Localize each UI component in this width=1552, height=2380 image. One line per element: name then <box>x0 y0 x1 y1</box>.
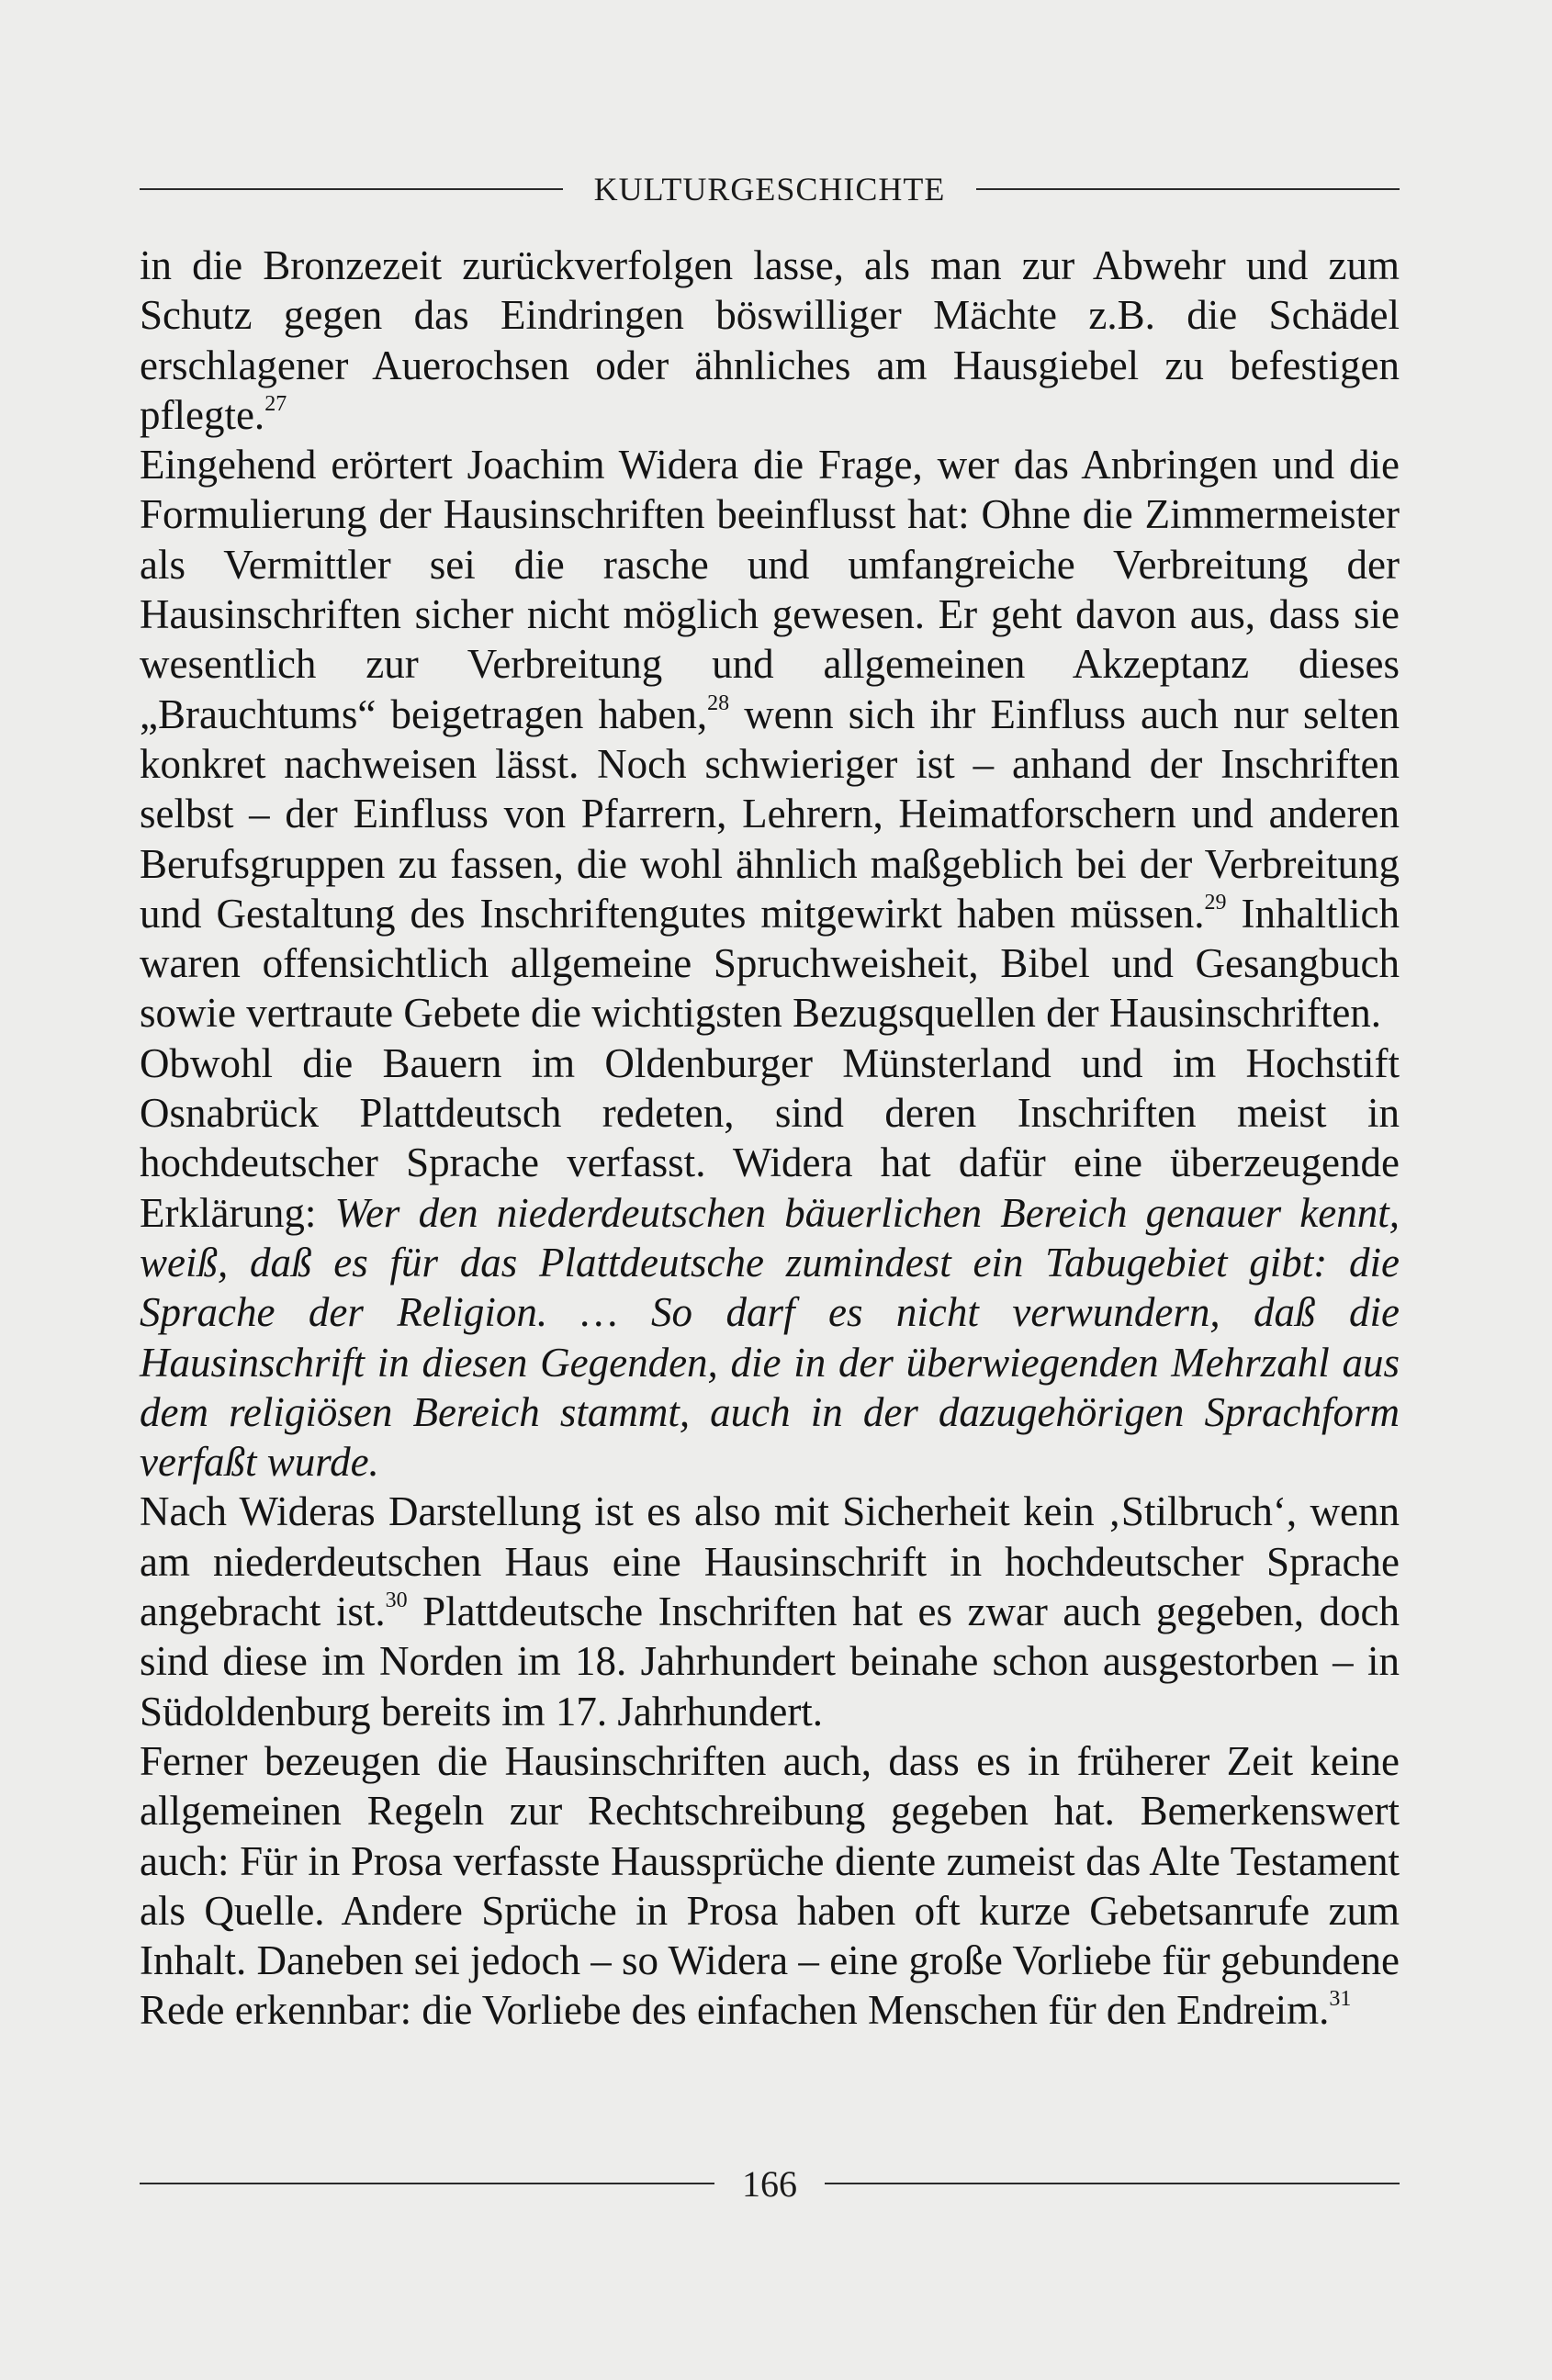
footnote-ref: 27 <box>264 391 287 416</box>
footnote-ref: 31 <box>1329 1987 1352 2012</box>
footer-rule-left <box>140 2183 714 2184</box>
footnote-ref: 28 <box>707 690 730 715</box>
paragraph <box>140 241 1400 440</box>
body-text <box>140 241 1400 2036</box>
running-title: KULTURGESCHICHTE <box>593 171 946 208</box>
paragraph <box>140 440 1400 1038</box>
text-run: in die Bronzezeit zurückverfolgen lasse, als man zur Abwehr und zum Schutz gegen das Eindringen böswilliger Mächte z.B. die Schädel erschlagener Auerochsen oder ähnliches am Hausgiebel zu befestigen pflegte. <box>140 242 1400 438</box>
footer-rule-right <box>825 2183 1400 2184</box>
text-run: Plattdeutsche Inschriften hat es zwar auch gegeben, doch sind diese im Norden im 18. Jahrhundert beinahe schon ausgestorben – in Südoldenburg bereits im 17. Jahrhundert. <box>140 1589 1400 1734</box>
header-rule-left <box>140 188 563 190</box>
italic-quotation: Wer den niederdeutschen bäuerlichen Bereich genauer kennt, weiß, daß es für das Plattdeutsche zumindest ein Tabugebiet gibt: die Sprache der Religion. … So darf es nicht verwundern, daß die Hausinschrift in diesen Gegenden, die in der überwiegenden Mehrzahl aus dem religiösen Bereich stammt, auch in der dazugehörigen Sprachform verfaßt wurde. <box>140 1189 1400 1486</box>
header-rule-right <box>976 188 1400 190</box>
paragraph <box>140 1487 1400 1735</box>
text-run: Nach Wideras Darstellung ist es also mit Sicherheit kein ‚Stilbruch‘, wenn am niederdeutschen Haus eine Hausinschrift in hochdeutscher Sprache angebracht ist. <box>140 1488 1400 1635</box>
page-number: 166 <box>742 2162 797 2205</box>
text-run: Inhaltlich waren offensichtlich allgemeine Spruchweisheit, Bibel und Gesangbuch sowie vertraute Gebete die wichtigsten Bezugsquellen der Hausinschriften. <box>140 890 1400 1037</box>
footnote-ref: 30 <box>385 1589 408 1613</box>
text-run: wenn sich ihr Einfluss auch nur selten konkret nachweisen lässt. Noch schwieriger ist – anhand der Inschriften selbst – der Einfluss von Pfarrern, Lehrern, Heimatforschern und anderen Berufsgruppen zu fassen, die wohl ähnlich maßgeblich bei der Verbreitung und Gestaltung des Inschriftengutes mitgewirkt haben müssen. <box>140 690 1400 937</box>
text-run: Obwohl die Bauern im Oldenburger Münsterland und im Hochstift Osnabrück Plattdeutsch redeten, sind deren Inschriften meist in hochdeutscher Sprache verfasst. Widera hat dafür eine überzeugende Erklärung: <box>140 1039 1400 1236</box>
text-run: Ferner bezeugen die Hausinschriften auch, dass es in früherer Zeit keine allgemeinen Regeln zur Rechtschreibung gegeben hat. Bemerkenswert auch: Für in Prosa verfasste Haussprüche diente zumeist das Alte Testament als Quelle. Andere Sprüche in Prosa haben oft kurze Gebetsanrufe zum Inhalt. Daneben sei jedoch – so Widera – eine große Vorliebe für gebundene Rede erkennbar: die Vorliebe des einfachen Menschen für den Endreim. <box>140 1737 1400 2034</box>
paragraph <box>140 1736 1400 2036</box>
text-run: Eingehend erörtert Joachim Widera die Frage, wer das Anbringen und die Formulierung der Hausinschriften beeinflusst hat: Ohne die Zimmermeister als Vermittler sei die rasche und umfangreiche Verbreitung der Hausinschriften sicher nicht möglich gewesen. Er geht davon aus, dass sie wesentlich zur Verbreitung und allgemeinen Akzeptanz dieses „Brauchtums“ beigetragen haben, <box>140 442 1400 737</box>
footnote-ref: 29 <box>1204 890 1227 915</box>
page-footer <box>140 2158 1400 2209</box>
running-head <box>140 165 1400 213</box>
paragraph <box>140 1038 1400 1488</box>
